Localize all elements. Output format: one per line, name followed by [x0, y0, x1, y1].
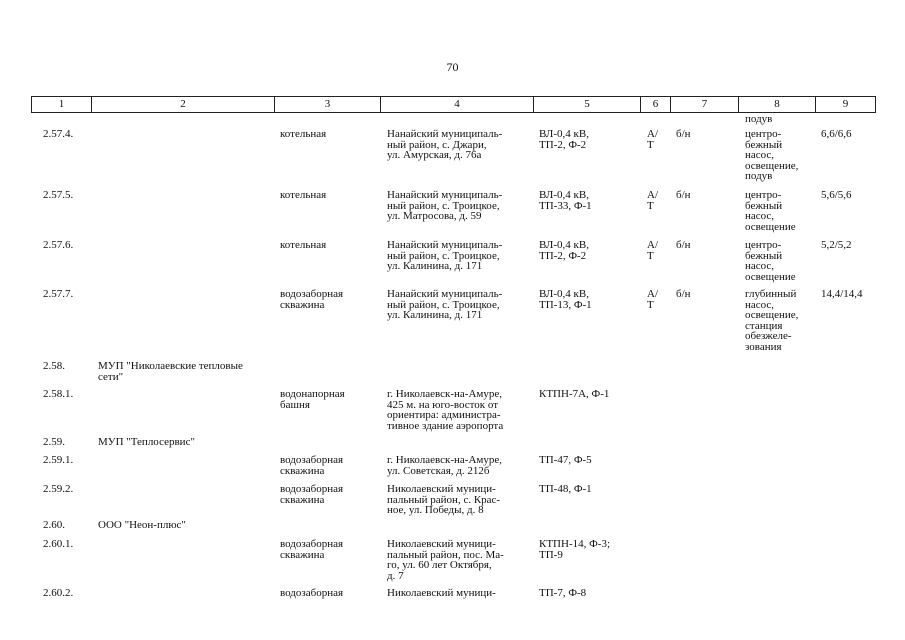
cell-col-1: 2.59. [43, 436, 65, 448]
cell-col-2: МУП "Николаевские тепловые сети" [98, 360, 243, 383]
cell-col-1: 2.58. [43, 360, 65, 372]
cell-col-5: КТПН-14, Ф-3; ТП-9 [539, 538, 611, 561]
cell-col-2: МУП "Теплосервис" [98, 436, 195, 448]
table-header [31, 96, 876, 113]
cell-col-7: б/н [676, 239, 691, 251]
cell-col-1: 2.59.2. [43, 483, 74, 495]
cell-col-3: водозаборная скважина [280, 288, 344, 311]
cell-col-9: 14,4/14,4 [821, 288, 863, 300]
cell-col-4: Николаевский муници- пальный район, с. Крас- ное, ул. Победы, д. 8 [387, 483, 501, 516]
cell-col-4: г. Николаевск-на-Амуре, ул. Советская, д. 212б [387, 454, 502, 477]
cell-col-7: б/н [676, 189, 691, 201]
cell-col-5: ВЛ-0,4 кВ, ТП-2, Ф-2 [539, 239, 589, 262]
cell-col-3: водозаборная скважина [280, 538, 344, 561]
cell-col-7: б/н [676, 128, 691, 140]
cell-col-4: Нанайский муниципаль- ный район, с. Троицкое, ул. Калинина, д. 171 [387, 239, 503, 272]
cell-col-1: 2.57.5. [43, 189, 74, 201]
cell-col-9: 5,2/5,2 [821, 239, 852, 251]
cell-col-8: глубинный насос, освещение, станция обезжеле- зования [745, 288, 799, 353]
cell-col-2: ООО "Неон-плюс" [98, 519, 186, 531]
cell-col-4: Нанайский муниципаль- ный район, с. Троицкое, ул. Матросова, д. 59 [387, 189, 503, 222]
cell-col-9: 6,6/6,6 [821, 128, 852, 140]
cell-col-5: ТП-48, Ф-1 [539, 483, 592, 495]
header-col-6: 6 [641, 97, 671, 112]
cell-col-1: 2.60.2. [43, 587, 74, 599]
header-col-3: 3 [275, 97, 381, 112]
cell-col-3: водозаборная скважина [280, 454, 344, 477]
header-col-5: 5 [534, 97, 641, 112]
cell-col-3: котельная [280, 128, 327, 140]
cell-col-3: котельная [280, 239, 327, 251]
cell-col-5: ВЛ-0,4 кВ, ТП-33, Ф-1 [539, 189, 592, 212]
cell-col-3: водонапорная башня [280, 388, 345, 411]
cell-col-5: ВЛ-0,4 кВ, ТП-2, Ф-2 [539, 128, 589, 151]
cell-col-4: Николаевский муници- пальный район, пос. Ма- го, ул. 60 лет Октября, д. 7 [387, 538, 504, 582]
cell-col-1: 2.60. [43, 519, 65, 531]
cell-col-8: центро- бежный насос, освещение [745, 239, 796, 283]
cell-col-5: КТПН-7А, Ф-1 [539, 388, 610, 400]
page-number: 70 [446, 60, 459, 74]
cell-col-5: ВЛ-0,4 кВ, ТП-13, Ф-1 [539, 288, 592, 311]
header-col-9: 9 [842, 98, 849, 110]
header-col-2: 2 [92, 97, 275, 112]
cell-col-6: А/ Т [647, 288, 658, 311]
header-col-8: 8 [739, 97, 816, 112]
cell-col-8: центро- бежный насос, освещение, подув [745, 128, 799, 182]
cell-col-4: Нанайский муниципаль- ный район, с. Джари, ул. Амурская, д. 76а [387, 128, 503, 161]
cell-col-6: А/ Т [647, 239, 658, 262]
header-col-7: 7 [671, 97, 739, 112]
cell-col-6: А/ Т [647, 189, 658, 212]
cell-col-4: Нанайский муниципаль- ный район, с. Троицкое, ул. Калинина, д. 171 [387, 288, 503, 321]
cell-col-3: водозаборная [280, 587, 344, 599]
cell-col-4: Николаевский муници- [387, 587, 496, 599]
cell-col-1: 2.58.1. [43, 388, 74, 400]
cell-col-3: котельная [280, 189, 327, 201]
cell-col-4: г. Николаевск-на-Амуре, 425 м. на юго-восток от ориентира: администра- тивное здание аэропорта [387, 388, 504, 432]
cell-col-5: ТП-47, Ф-5 [539, 454, 592, 466]
cell-col-7: б/н [676, 288, 691, 300]
header-col-1: 1 [32, 97, 92, 112]
cell-col-1: 2.57.7. [43, 288, 74, 300]
cell-col-8: центро- бежный насос, освещение [745, 189, 796, 233]
cell-col-1: 2.57.6. [43, 239, 74, 251]
cell-col-1: 2.57.4. [43, 128, 74, 140]
header-col-4: 4 [381, 97, 534, 112]
cell-col-9: 5,6/5,6 [821, 189, 852, 201]
cell-col-1: 2.60.1. [43, 538, 74, 550]
cell-col-1: 2.59.1. [43, 454, 74, 466]
carryover-text: подув [745, 113, 773, 125]
cell-col-6: А/ Т [647, 128, 658, 151]
cell-col-5: ТП-7, Ф-8 [539, 587, 587, 599]
cell-col-3: водозаборная скважина [280, 483, 344, 506]
